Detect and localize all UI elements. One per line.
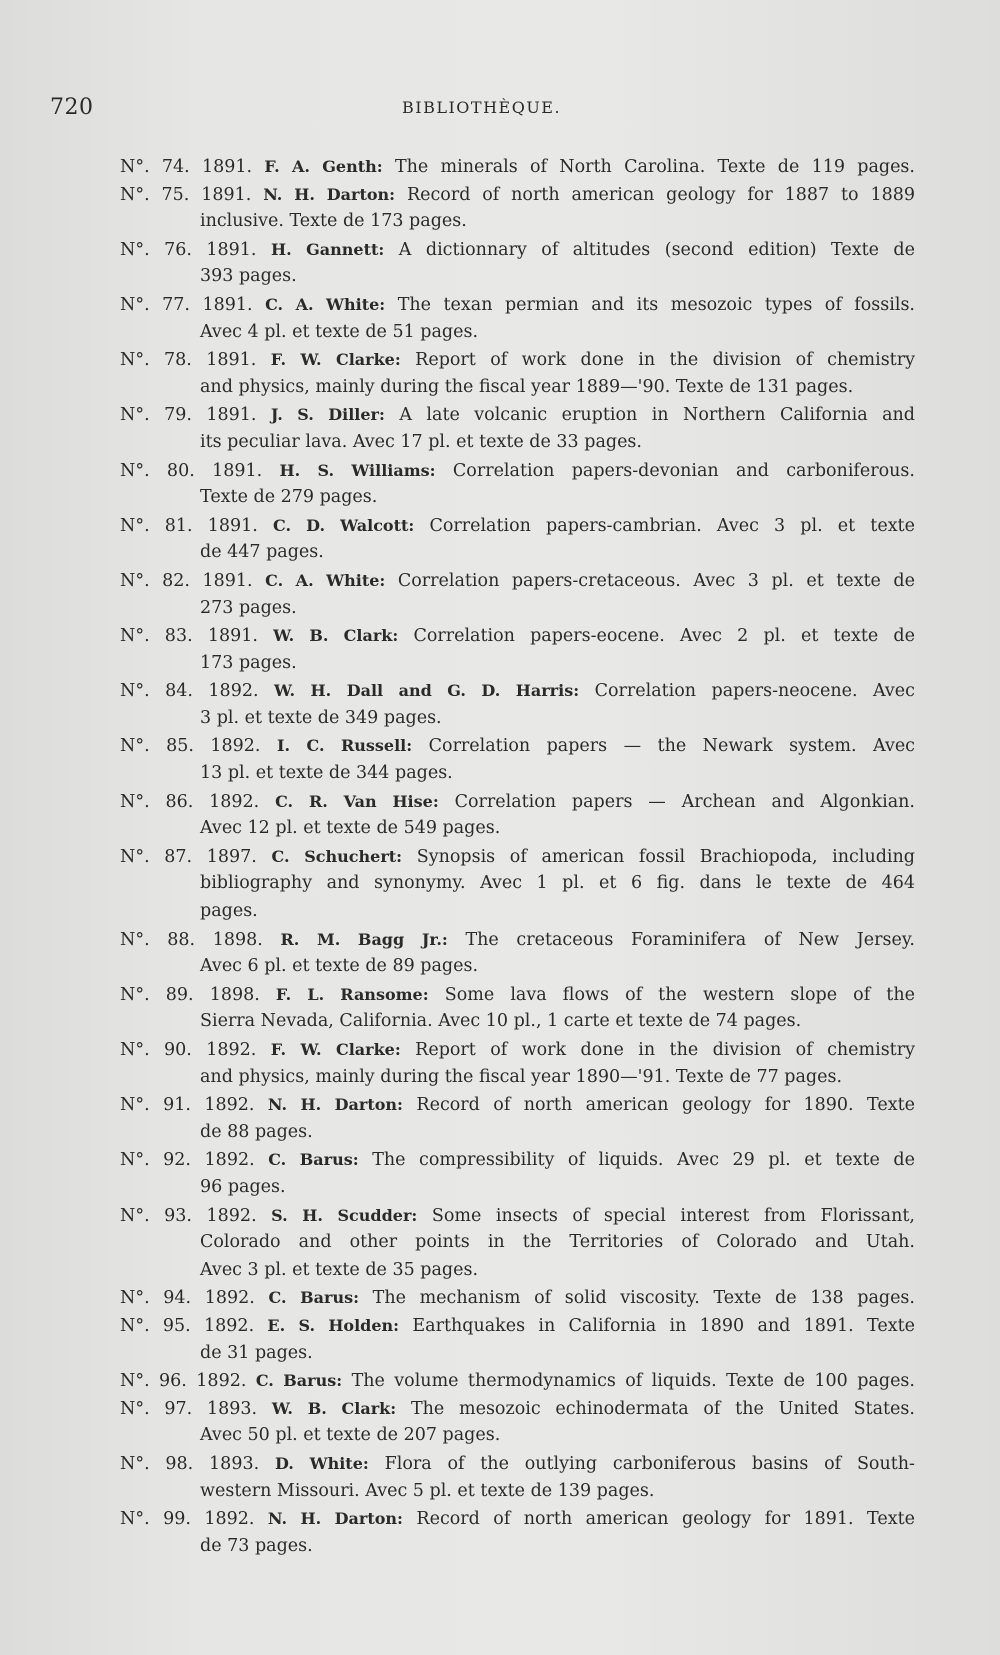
entry-year: 1892.: [204, 1315, 255, 1336]
entry-author: S. H. Scudder:: [271, 1205, 418, 1225]
bibliography-entry: [120, 236, 915, 291]
entry-year: 1891.: [206, 239, 257, 260]
entry-author: N. H. Darton:: [263, 184, 396, 204]
entry-author: H. S. Williams:: [279, 460, 436, 480]
entry-text: The texan permian and its mesozoic types of fossils.: [397, 294, 915, 315]
entry-continuation-line: Sierra Nevada, California. Avec 10 pl., 1 carte et texte de 74 pages.: [200, 1011, 802, 1032]
entry-number: N°. 86.: [120, 791, 194, 812]
entry-number: N°. 75.: [120, 184, 190, 205]
entry-year: 1891.: [201, 184, 252, 205]
entry-text: A dictionnary of altitudes (second edition) Texte de: [398, 239, 915, 260]
entry-year: 1892.: [210, 736, 261, 757]
entry-first-line: [120, 622, 915, 650]
entry-continuation-line: de 88 pages.: [200, 1121, 313, 1142]
entry-continuation-line: western Missouri. Avec 5 pl. et texte de 139 pages.: [200, 1480, 655, 1501]
entry-number: N°. 88.: [120, 929, 196, 950]
bibliography-entry: [120, 1312, 915, 1367]
entry-first-line: [120, 291, 915, 319]
entry-text: Correlation papers-cretaceous. Avec 3 pl. et texte de: [397, 570, 915, 591]
entry-text: Correlation papers-devonian and carboniferous.: [452, 460, 915, 481]
entry-first-line: [120, 1284, 915, 1312]
entry-year: 1892.: [209, 791, 260, 812]
entry-first-line: [120, 1146, 915, 1174]
entry-text: The mesozoic echinodermata of the United States.: [410, 1398, 915, 1419]
entry-author: N. H. Darton:: [267, 1095, 403, 1115]
entry-year: 1891.: [202, 570, 253, 591]
entry-author: F. A. Genth:: [264, 157, 383, 176]
entry-number: N°. 80.: [120, 460, 195, 481]
entry-first-line: [120, 1450, 915, 1478]
bibliography-entry: [120, 981, 915, 1036]
entry-year: 1892.: [208, 681, 259, 702]
bibliography-entry: [120, 1091, 915, 1146]
entry-first-line: [120, 153, 915, 181]
entry-text: The minerals of North Carolina. Texte de 119 pages.: [394, 157, 915, 177]
bibliography-entry: [120, 1450, 915, 1505]
entry-first-line: [120, 1036, 915, 1064]
entry-year: 1893.: [209, 1453, 260, 1474]
entry-text: The cretaceous Foraminifera of New Jersey.: [465, 929, 915, 950]
entry-number: N°. 96.: [120, 1371, 187, 1392]
entry-year: 1891.: [207, 626, 258, 647]
entry-year: 1891.: [202, 294, 253, 315]
entry-first-line: [120, 1312, 915, 1340]
entry-year: 1892.: [204, 1509, 255, 1530]
entry-continuation-line: Texte de 279 pages.: [200, 487, 378, 508]
entry-text: Correlation papers — Archean and Algonkian.: [454, 791, 915, 812]
entry-first-line: [120, 401, 915, 429]
entry-author: C. Barus:: [268, 1288, 360, 1308]
entry-author: J. S. Diller:: [270, 405, 385, 425]
entry-number: N°. 85.: [120, 736, 194, 757]
entry-continuation-line: inclusive. Texte de 173 pages.: [200, 211, 467, 232]
entry-text: A late volcanic eruption in Northern California and: [399, 405, 915, 426]
bibliography-entry: [120, 291, 915, 346]
entry-first-line: [120, 732, 915, 760]
entry-author: C. D. Walcott:: [272, 515, 415, 535]
entry-continuation-line: 393 pages.: [200, 266, 297, 287]
entry-text: Some insects of special interest from Florissant,: [431, 1205, 915, 1226]
entry-text: Report of work done in the division of chemistry: [415, 1040, 915, 1060]
entry-number: N°. 84.: [120, 681, 193, 702]
entry-author: C. A. White:: [265, 294, 386, 314]
entry-number: N°. 97.: [120, 1398, 193, 1419]
entry-number: N°. 93.: [120, 1205, 192, 1226]
entry-number: N°. 82.: [120, 570, 190, 591]
entry-year: 1897.: [206, 846, 257, 867]
bibliography-entry: [120, 153, 915, 181]
bibliography-entry: [120, 788, 915, 843]
bibliography-list: [0, 153, 1000, 1560]
bibliography-entry: [120, 346, 915, 401]
entry-continuation-line: Avec 3 pl. et texte de 35 pages.: [200, 1259, 479, 1280]
entry-text: Correlation papers-eocene. Avec 2 pl. et texte de: [413, 626, 915, 647]
entry-number: N°. 99.: [120, 1509, 191, 1530]
entry-author: H. Gannett:: [270, 239, 385, 259]
bibliography-entry: [120, 1284, 915, 1312]
entry-first-line: [120, 1505, 915, 1533]
entry-first-line: [120, 457, 915, 485]
bibliography-entry: [120, 1146, 915, 1201]
entry-first-line: [120, 512, 915, 540]
entry-text: Record of north american geology for 1891. Texte: [416, 1509, 915, 1530]
entry-number: N°. 77.: [120, 294, 190, 315]
page-header: [50, 95, 950, 125]
entry-author: C. Schuchert:: [271, 846, 403, 866]
entry-continuation-line: Avec 50 pl. et texte de 207 pages.: [200, 1425, 501, 1446]
entry-continuation-line: de 447 pages.: [200, 542, 324, 563]
running-title: BIBLIOTHÈQUE.: [402, 98, 562, 117]
entry-author: E. S. Holden:: [267, 1315, 400, 1335]
entry-continuation-line: 13 pl. et texte de 344 pages.: [200, 763, 453, 784]
entry-text: The volume thermodynamics of liquids. Texte de 100 pages.: [351, 1371, 915, 1392]
entry-year: 1892.: [206, 1205, 257, 1226]
entry-number: N°. 74.: [120, 157, 190, 177]
entry-first-line: [120, 181, 915, 209]
entry-author: W. B. Clark:: [271, 1398, 397, 1418]
entry-year: 1892.: [204, 1095, 255, 1116]
entry-author: C. Barus:: [268, 1150, 359, 1170]
entry-author: C. Barus:: [255, 1371, 343, 1391]
entry-continuation-line: 273 pages.: [200, 597, 297, 618]
entry-continuation-line: pages.: [200, 901, 258, 922]
entry-number: N°. 79.: [120, 405, 192, 426]
entry-continuation-line: and physics, mainly during the fiscal year 1890—'91. Texte de 77 pages.: [200, 1066, 843, 1087]
entry-text: Flora of the outlying carboniferous basins of South-: [384, 1453, 915, 1474]
entry-year: 1898.: [209, 984, 260, 1005]
entry-year: 1892.: [206, 1040, 257, 1060]
entry-number: N°. 81.: [120, 515, 193, 536]
bibliography-entry: [120, 1505, 915, 1560]
bibliography-entry: [120, 843, 915, 926]
entry-year: 1892.: [204, 1288, 255, 1309]
bibliography-entry: [120, 1367, 915, 1395]
bibliography-entry: [120, 567, 915, 622]
entry-number: N°. 83.: [120, 626, 193, 647]
entry-continuation-line: 96 pages.: [200, 1176, 286, 1197]
entry-year: 1892.: [196, 1371, 247, 1392]
entry-number: N°. 92.: [120, 1150, 191, 1171]
entry-first-line: [120, 926, 915, 954]
entry-number: N°. 98.: [120, 1453, 194, 1474]
entry-text: The compressibility of liquids. Avec 29 pl. et texte de: [372, 1150, 915, 1171]
entry-number: N°. 89.: [120, 984, 194, 1005]
entry-continuation-line: and physics, mainly during the fiscal year 1889—'90. Texte de 131 pages.: [200, 376, 854, 397]
bibliography-entry: [120, 1395, 915, 1450]
entry-text: Correlation papers-cambrian. Avec 3 pl. et texte: [429, 515, 915, 536]
entry-text: Correlation papers-neocene. Avec: [594, 681, 915, 702]
entry-first-line: [120, 843, 915, 871]
entry-author: F. W. Clarke:: [270, 1040, 401, 1059]
entry-author: N. H. Darton:: [267, 1509, 403, 1529]
entry-text: Earthquakes in California in 1890 and 1891. Texte: [412, 1315, 915, 1336]
bibliography-entry: [120, 512, 915, 567]
bibliography-entry: [120, 622, 915, 677]
entry-author: W. B. Clark:: [273, 626, 399, 646]
bibliography-entry: [120, 181, 915, 236]
entry-continuation-line: Colorado and other points in the Territories of Colorado and Utah.: [200, 1232, 915, 1253]
entry-author: F. W. Clarke:: [270, 350, 401, 370]
entry-author: W. H. Dall and G. D. Harris:: [274, 681, 580, 701]
entry-text: Report of work done in the division of chemistry: [415, 350, 915, 371]
entry-continuation-line: Avec 12 pl. et texte de 549 pages.: [200, 818, 501, 839]
entry-first-line: [120, 236, 915, 264]
entry-author: C. A. White:: [265, 570, 386, 590]
entry-year: 1892.: [204, 1150, 255, 1171]
entry-text: The mechanism of solid viscosity. Texte de 138 pages.: [372, 1288, 915, 1309]
entry-continuation-line: de 73 pages.: [200, 1535, 313, 1556]
entry-number: N°. 95.: [120, 1315, 191, 1336]
bibliography-entry: [120, 1036, 915, 1091]
entry-year: 1891.: [212, 460, 263, 481]
entry-author: I. C. Russell:: [276, 736, 413, 756]
entry-year: 1891.: [207, 515, 258, 536]
entry-author: F. L. Ransome:: [275, 984, 429, 1004]
entry-year: 1891.: [206, 405, 257, 426]
entry-continuation-line: 3 pl. et texte de 349 pages.: [200, 707, 442, 728]
entry-number: N°. 76.: [120, 239, 192, 260]
bibliography-entry: [120, 1202, 915, 1285]
entry-continuation-line: 173 pages.: [200, 652, 297, 673]
entry-author: R. M. Bagg Jr.:: [280, 929, 448, 949]
entry-first-line: [120, 1395, 915, 1423]
entry-year: 1891.: [202, 157, 253, 177]
entry-first-line: [120, 567, 915, 595]
entry-year: 1898.: [212, 929, 263, 950]
bibliography-entry: [120, 926, 915, 981]
entry-number: N°. 91.: [120, 1095, 191, 1116]
entry-author: C. R. Van Hise:: [275, 791, 439, 811]
bibliography-entry: [120, 457, 915, 512]
entry-continuation-line: Avec 4 pl. et texte de 51 pages.: [200, 321, 479, 342]
entry-text: Correlation papers — the Newark system. Avec: [428, 736, 915, 757]
entry-first-line: [120, 1367, 915, 1395]
bibliography-entry: [120, 401, 915, 456]
entry-author: D. White:: [274, 1453, 369, 1473]
bibliography-entry: [120, 732, 915, 787]
entry-year: 1893.: [207, 1398, 258, 1419]
entry-continuation-line: bibliography and synonymy. Avec 1 pl. et 6 fig. dans le texte de 464: [200, 873, 915, 894]
entry-first-line: [120, 788, 915, 816]
entry-text: Synopsis of american fossil Brachiopoda, including: [416, 846, 915, 867]
entry-year: 1891.: [206, 350, 257, 371]
entry-number: N°. 78.: [120, 350, 192, 371]
bibliography-entry: [120, 677, 915, 732]
entry-text: Record of north american geology for 1887 to 1889: [406, 184, 915, 205]
entry-number: N°. 87.: [120, 846, 193, 867]
entry-first-line: [120, 981, 915, 1009]
entry-continuation-line: its peculiar lava. Avec 17 pl. et texte de 33 pages.: [200, 431, 642, 452]
entry-text: Some lava flows of the western slope of the: [444, 984, 915, 1005]
entry-first-line: [120, 1091, 915, 1119]
entry-first-line: [120, 346, 915, 374]
entry-number: N°. 94.: [120, 1288, 192, 1309]
page-number: 720: [50, 95, 94, 120]
entry-number: N°. 90.: [120, 1040, 192, 1060]
entry-first-line: [120, 677, 915, 705]
entry-continuation-line: de 31 pages.: [200, 1342, 313, 1363]
entry-text: Record of north american geology for 1890. Texte: [416, 1095, 915, 1116]
entry-continuation-line: Avec 6 pl. et texte de 89 pages.: [200, 956, 479, 977]
entry-first-line: [120, 1202, 915, 1230]
